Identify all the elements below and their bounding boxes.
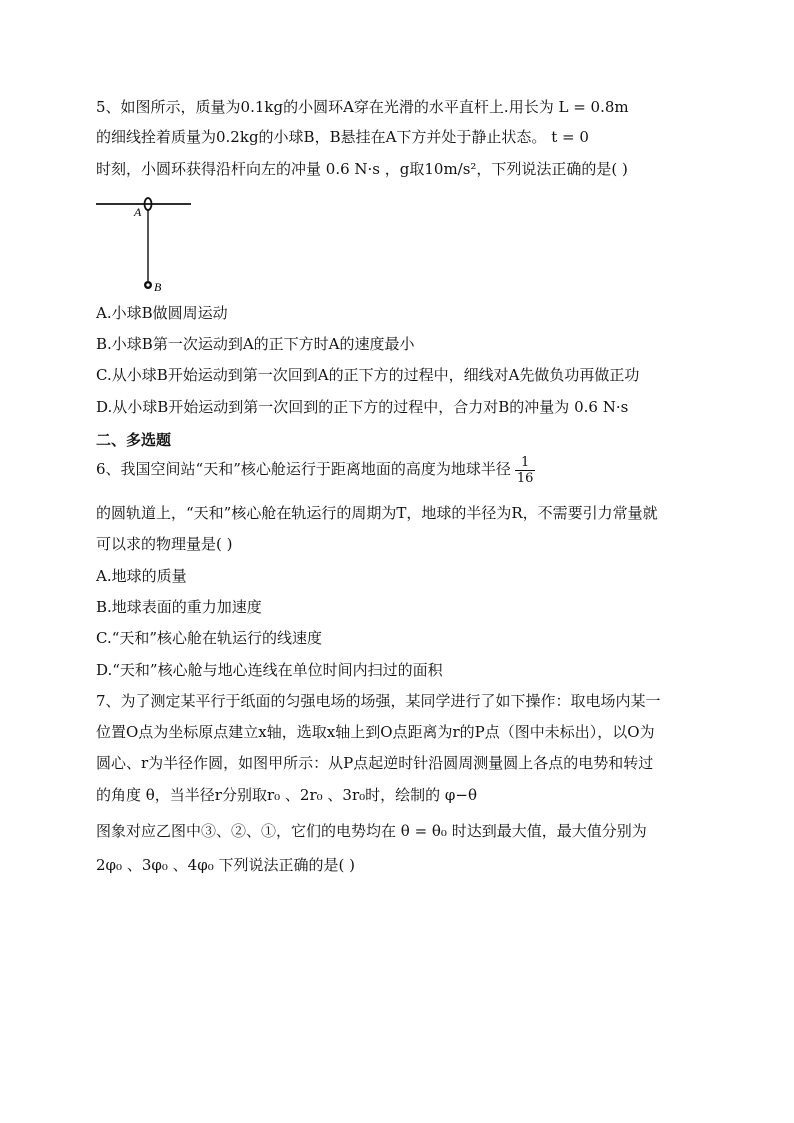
q6-stem-line-2: 的圆轨道上，“天和”核心舱在轨运行的周期为T，地球的半径为R，不需要引力常量就 [96,504,658,522]
q7-stem-line-6: 2φ₀ 、3φ₀ 、4φ₀ 下列说法正确的是( ) [96,856,355,874]
q7-stem-line-2: 位置O点为坐标原点建立x轴，选取x轴上到O点距离为r的P点（图中未标出），以O为 [96,723,655,741]
q6-stem-line-3: 可以求的物理量是( ) [96,535,233,553]
q7-stem-line-3: 圆心、r为半径作圆，如图甲所示：从P点起逆时针沿圆周测量圆上各点的电势和转过 [96,754,654,772]
q6-stem-text: 6、我国空间站“天和”核心舱运行于距离地面的高度为地球半径 [96,460,511,478]
q7-stem-line-5: 图象对应乙图中③、②、①，它们的电势均在 θ = θ₀ 时达到最大值，最大值分别为 [96,822,647,840]
q5-stem-line-1: 5、如图所示，质量为0.1kg的小圆环A穿在光滑的水平直杆上.用长为 L = 0.8m [96,98,629,116]
q6-option-c: C.“天和”核心舱在轨运行的线速度 [96,629,323,647]
q6-option-a: A.地球的质量 [96,567,187,585]
label-a: A [134,205,142,219]
q5-option-a: A.小球B做圆周运动 [96,304,228,322]
q5-option-d: D.从小球B开始运动到第一次回到的正下方的过程中，合力对B的冲量为 0.6 N·s [96,398,629,416]
fraction-denominator: 16 [516,470,534,486]
q5-option-b: B.小球B第一次运动到A的正下方时A的速度最小 [96,335,415,353]
q6-option-d: D.“天和”核心舱与地心连线在单位时间内扫过的面积 [96,661,443,679]
q7-stem-line-4: 的角度 θ，当半径r分别取r₀ 、2r₀ 、3r₀时，绘制的 φ−θ [96,786,478,804]
section-title-multi-choice: 二、多选题 [96,431,172,449]
q5-figure-rod-ring-ball [96,195,196,295]
q7-stem-line-1: 7、为了测定某平行于纸面的匀强电场的场强，某同学进行了如下操作：取电场内某一 [96,692,661,710]
q5-stem-line-2: 的细线拴着质量为0.2kg的小球B，B悬挂在A下方并处于静止状态。 t = 0 [96,128,589,146]
q5-stem-line-3: 时刻，小圆环获得沿杆向左的冲量 0.6 N·s ，g取10m/s²，下列说法正确的是( ) [96,160,628,178]
ball-b-center [146,283,149,286]
q5-option-c: C.从小球B开始运动到第一次回到A的正下方的过程中，细线对A先做负功再做正功 [96,366,640,384]
q6-stem-line-1 [96,452,535,486]
fraction-one-sixteenth [515,455,536,486]
fraction-numerator: 1 [515,455,536,471]
q6-option-b: B.地球表面的重力加速度 [96,598,262,616]
label-b: B [154,280,162,294]
